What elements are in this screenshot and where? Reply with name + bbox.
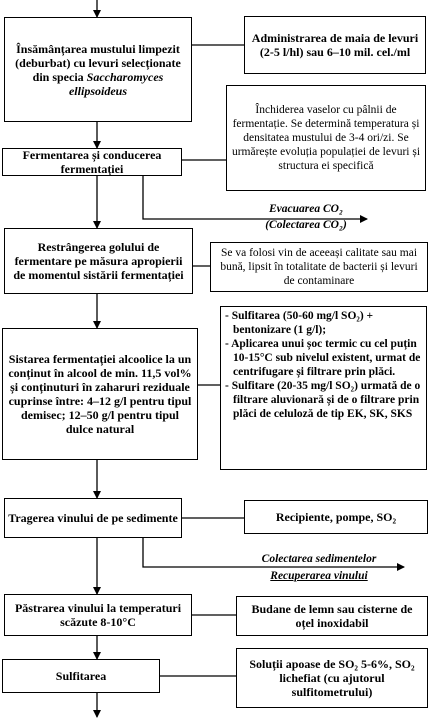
output-co2-line1: Evacuarea CO₂	[269, 203, 343, 215]
note-containers-text: Budane de lemn sau cisterne de oțel inoxidabil	[251, 602, 413, 630]
note-stop-method-1: - Sulfitarea (50-60 mg/l SO₂) + bentonizare (1 g/l);	[225, 310, 374, 336]
step-inoculation-species: Saccharomyces ellipsoideus	[68, 69, 164, 98]
step-sulfiting	[2, 659, 160, 693]
step-cold-storage	[4, 594, 192, 636]
note-containers	[236, 596, 428, 636]
note-equipment	[244, 500, 428, 534]
note-yeast-administration	[244, 16, 426, 74]
output-sediment-label	[244, 552, 394, 583]
output-co2-line2: (Colectarea CO₂)	[265, 219, 347, 231]
output-co2-label	[236, 203, 376, 232]
note-sulfite-solutions-text: Soluții apoase de SO₂ 5-6%, SO₂ lichefiat (cu ajutorul sulfitometrului)	[249, 657, 415, 699]
note-fermentation-control	[226, 85, 426, 191]
note-wine-quality-text: Se va folosi vin de aceeași calitate sau mai bună, lipsit în totalitate de bacterii și levuri de contaminare	[220, 247, 418, 287]
step-racking	[4, 498, 182, 538]
step-reduce-gap	[4, 228, 193, 294]
note-fermentation-control-text: Închiderea vaselor cu pâlnii de fermentație. Se determină temperatura și densitatea mustului de 3-4 ori/zi. Se urmărește evoluția populației de levuri și structura ei specifică	[231, 104, 421, 172]
step-cold-storage-text: Păstrarea vinului la temperaturi scăzute 8-10°C	[14, 601, 182, 629]
note-equipment-text: Recipiente, pompe, SO₂	[275, 510, 397, 524]
note-stop-method-2: - Aplicarea unui șoc termic cu cel puțin 10-15°C sub nivelul existent, urmat de centrifugare și filtrare prin plăci.	[225, 338, 421, 378]
step-fermentation-text: Fermentarea și conducerea fermentației	[22, 148, 162, 176]
step-racking-text: Tragerea vinului de pe sedimente	[8, 511, 178, 525]
step-inoculation-text: Însămânțarea mustului limpezit (deburbat) cu levuri selecționate din specia	[15, 41, 181, 84]
step-reduce-gap-text: Restrângerea golului de fermentare pe măsura apropierii de momentul sistării fermentației	[13, 240, 184, 282]
note-stop-methods	[220, 306, 427, 470]
step-inoculation	[4, 17, 192, 122]
step-sulfiting-text: Sulfitarea	[55, 669, 107, 683]
output-sediment-line1: Colectarea sedimentelor	[261, 553, 377, 565]
step-stop-fermentation	[2, 328, 198, 460]
note-sulfite-solutions	[236, 648, 428, 708]
output-sediment-line2: Recuperarea vinului	[270, 570, 368, 582]
note-wine-quality	[210, 242, 428, 292]
step-stop-fermentation-text: Sistarea fermentației alcoolice la un conținut în alcool de min. 11,5 vol% și conținuturi în zaharuri reziduale cuprinse între: 4–12 g/l pentru tipul demisec; 12–50 g/l pentru tipul dulce natural	[8, 352, 192, 436]
note-yeast-administration-text: Administrarea de maia de levuri (2-5 l/hl) sau 6–10 mil. cel./ml	[251, 31, 419, 59]
note-stop-method-3: - Sulfitare (20-35 mg/l SO₂) urmată de o filtrare aluvionară și de o filtrare prin plăci de celuloză de tip EK, SK, SKS	[225, 380, 421, 420]
step-fermentation	[2, 148, 182, 176]
